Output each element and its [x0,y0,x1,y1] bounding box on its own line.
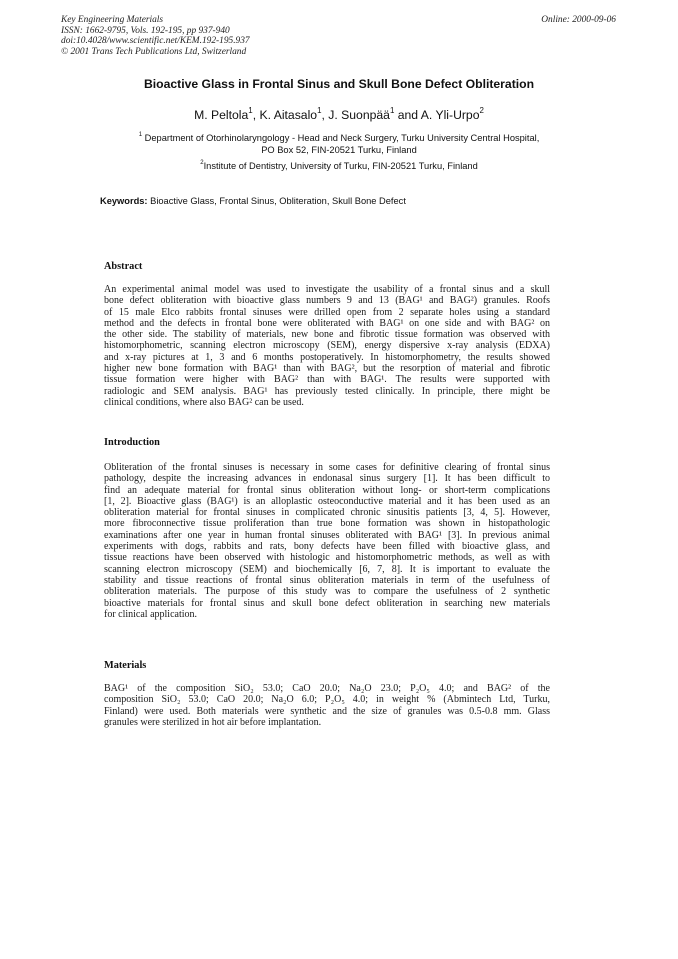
keywords [100,196,406,206]
text-line: tissue formation were higher with BAG² than with BAG¹. The results were supported with [104,374,550,386]
text-line: stability and tissue reactions of frontal sinus obliteration materials in term of the usefulness of [104,574,550,586]
author-affiliation-mark: 1 [389,106,395,116]
keywords-label: Keywords: [100,196,148,206]
text-line: clinical conditions, where also BAG² can be used. [104,396,304,408]
text-line: higher new bone formation with BAG¹ than with BAG², but the resorption of material and fibrotic [104,363,550,375]
author-separator: , [321,108,329,122]
journal-meta [61,15,250,57]
author-affiliation-mark: 1 [317,106,322,116]
introduction-body [104,462,550,620]
online-date: Online: 2000-09-06 [541,15,616,25]
text-line: the other side. The stability of materials, new bone and fibrotic tissue formation was observed with [104,329,550,341]
affiliation-1 [0,133,678,156]
issn-line: ISSN: 1662-9795, Vols. 192-195, pp 937-940 [61,25,230,36]
paper-title: Bioactive Glass in Frontal Sinus and Skull Bone Defect Obliteration [143,77,535,91]
text-line: of 15 male Elco rabbits frontal sinuses were drilled open from 2 separate holes using a standard [104,306,550,318]
text-line: for clinical application. [104,608,198,620]
text-line: more fibroconnective tissue proliferation than true bone formation was shown in histopathologic [104,518,550,530]
author-separator: and [394,108,421,122]
author-list [0,108,678,122]
affiliation-line: PO Box 52, FIN-20521 Turku, Finland [261,144,417,155]
text-line: An experimental animal model was used to investigate the usability of a frontal sinus and a skull [104,284,550,295]
author-name: K. Aitasalo [259,108,318,122]
text-line: find an adequate material for frontal sinus obliteration without long- or short-term complications [104,484,550,496]
text-line: examinations after one year in human frontal sinuses obliterated with BAG¹ [3]. In previous animal [104,529,550,541]
abstract-body [104,284,550,408]
text-line: radiologic and SEM analysis. BAG¹ has previously tested clinically. In principle, there might be [104,385,550,397]
affiliation-line: Department of Otorhinolaryngology - Head and Neck Surgery, Turku University Central Hospital, [144,133,540,143]
text-line: composition SiO₂ 53.0; CaO 20.0; Na₂O 6.0; P₂O₅ 4.0; in weight % (Abmintech Ltd, Turku, [104,694,550,706]
affiliation-line: Institute of Dentistry, University of Turku, FIN-20521 Turku, Finland [203,161,478,171]
keywords-list: Bioactive Glass, Frontal Sinus, Obliteration, Skull Bone Defect [150,196,406,206]
materials-heading: Materials [104,660,147,671]
text-line: method and the defects in frontal bone were obliterated with BAG¹ on one side and with BAG² on [104,317,550,329]
text-line: experiments with dogs, rabbits and rats, bony defects have been filled with bioactive glass, and [104,541,550,553]
affiliation-mark: 1 [138,132,143,139]
text-line: scanning electron microscopy (SEM) and biochemically [6, 7, 8]. It is important to evaluate the [104,563,550,575]
text-line: obliteration material for frontal sinuses in complicated chronic sinusitis patients [3, 4, 5]. However, [104,507,550,519]
author-name: M. Peltola [194,108,249,122]
text-line: [1, 2]. Bioactive glass (BAG¹) is an alloplastic osteoconductive material and it has been used as an [104,495,550,507]
text-line: Obliteration of the frontal sinuses is necessary in some cases for definitive clearing of frontal sinus [104,462,550,473]
author-name: J. Suonpää [328,108,390,122]
author-affiliation-mark: 2 [479,106,484,116]
text-line: pathology, despite the increasing advances in endonasal sinus surgery [1]. It has been difficult to [104,473,550,485]
materials-body [104,683,550,728]
text-line: tissue reactions have been observed with histologic and histomorphometric methods, as well as with [104,552,550,564]
text-line: obliteration materials. The purpose of this study was to compare the usefulness of 2 synthetic [104,586,550,598]
affiliation-2 [0,161,678,173]
affiliation-mark: 2 [200,160,204,167]
text-line: histomorphometric, scanning electron microscopy (SEM), energy dispersive x-ray analysis (EDXA) [104,340,550,352]
text-line: granules were sterilized in hot air before implantation. [104,716,322,728]
doi-line: doi:10.4028/www.scientific.net/KEM.192-195.937 [61,36,250,47]
author-name: A. Yli-Urpo [420,108,480,122]
text-line: BAG¹ of the composition SiO₂ 53.0; CaO 20.0; Na₂O 23.0; P₂O₅ 4.0; and BAG² of the [104,683,550,694]
text-line: bone defect obliteration with bioactive glass numbers 9 and 13 (BAG¹ and BAG²) granules. Roofs [104,295,550,307]
abstract-heading: Abstract [104,261,143,272]
introduction-heading: Introduction [104,437,160,448]
text-line: and x-ray pictures at 1, 3 and 6 months postoperatively. In histomorphometry, the results showed [104,351,550,363]
journal-name: Key Engineering Materials [61,15,164,25]
author-affiliation-mark: 1 [248,106,253,116]
copyright-line: © 2001 Trans Tech Publications Ltd, Switzerland [61,46,247,57]
text-line: Finland) were used. Both materials were synthetic and the size of granules was 0.5-0.8 mm. Glass [104,705,550,717]
text-line: bioactive materials for frontal sinus and skull bone defect obliteration in searching new materials [104,597,550,609]
author-separator: , [252,108,260,122]
